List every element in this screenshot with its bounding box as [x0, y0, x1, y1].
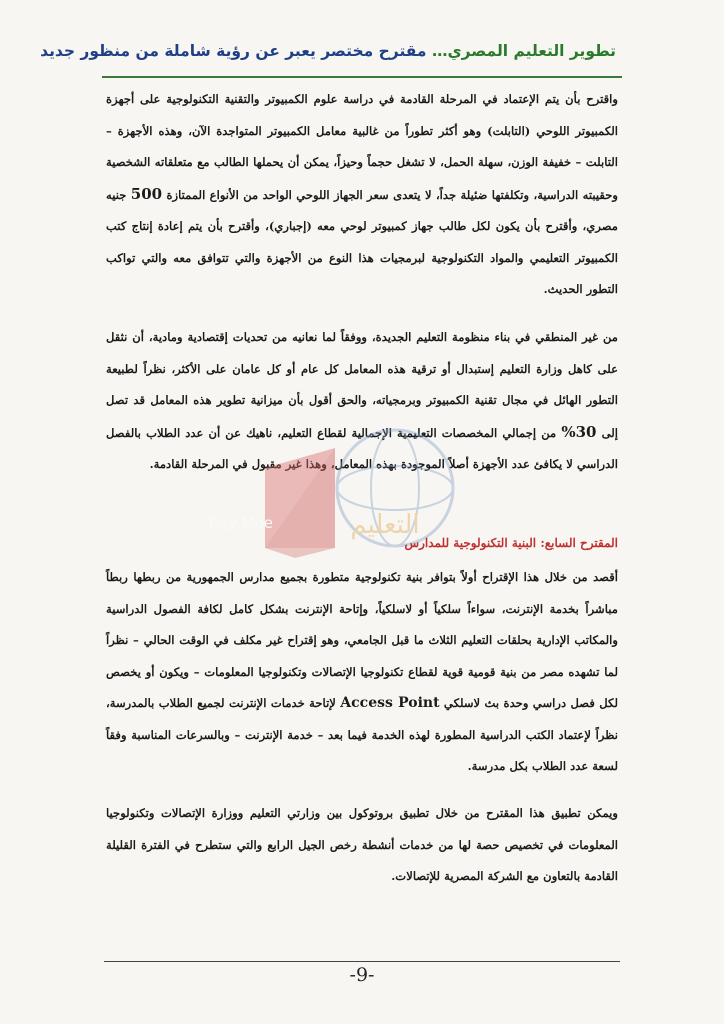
page-number: -9- [349, 964, 375, 986]
header-title-sub: مقترح مختصر يعبر عن رؤية شاملة من منظور جديد [40, 42, 427, 60]
paragraph-2-text-a: من غير المنطقي في بناء منظومة التعليم الجديدة، ووفقاً لما نعانيه من تحديات إقتصادية ومادية، أن نثقل على كاهل وزارة التعليم إستبدال أو ترقية هذه المعامل كل عام أو كل عامان على الأكثر، نظراً لطبيعة التطور الهائل في مجال تقنية الكمبيوتر وبرمجياته، والحق أقول بأن ميزانية تطوير هذه المعامل قد تصل إلى [106, 330, 618, 440]
paragraph-1-price: 500 [130, 184, 163, 203]
paragraph-3-text-a: أقصد من خلال هذا الإقتراح أولاً بتوافر بنية تكنولوجية متطورة بجميع مدارس الجمهورية من ربطها ربطاً مباشراً بخدمة الإنترنت، سواءاً سلكياً أو لاسلكياً، وإتاحة الإنترنت بشكل كامل لكافة الفصول الدراسية والمكاتب الإدارية بحلقات التعليم الثلاث ما قبل الجامعي، وهو إقتراح غير مكلف في الوقت الحالي – نظراً لما تشهده مصر من بنية قومية قوية لقطاع تكنولوجيا الإتصالات وتكنولوجيا المعلومات – ويكون أو يخصص لكل فصل دراسي وحدة بث لاسلكي [106, 570, 618, 710]
paragraph-labs-cost [106, 322, 618, 481]
section-heading: المقترح السابع: البنية التكنولوجية للمدارس [404, 536, 618, 550]
paragraph-3-text-b: لإتاحة خدمات الإنترنت لجميع الطلاب بالمدرسة، نظراً لإعتماد الكتب الدراسية المطورة لهذه الخدمة فيما بعد – خدمة الإنترنت – وبالسرعات المناسبة وفقاً لسعة عدد الطلاب بكل مدرسة. [106, 696, 618, 773]
paragraph-1-text-a: واقترح بأن يتم الإعتماد في المرحلة القادمة في دراسة علوم الكمبيوتر والتقنية التكنولوجية على أجهزة الكمبيوتر اللوحي (التابلت) وهو أكثر تطوراً من غالبية معامل الكمبيوتر المتواجدة الآن، وهذه الأجهزة – التابلت – خفيفة الوزن، سهلة الحمل، لا تشغل حجماً وحيزاً، يمكن أن يحملها الطالب مع متعلقاته الشخصية وحقيبته الدراسية، وتكلفتها ضئيلة جداً، لا يتعدى سعر الجهاز اللوحي الواحد من الأنواع الممتازة [106, 92, 618, 202]
paragraph-tablet-proposal [106, 84, 618, 306]
paragraph-protocol: ويمكن تطبيق هذا المقترح من خلال تطبيق بروتوكول بين وزارتي التعليم ووزارة الإتصالات وتكنولوجيا المعلومات في تخصيص حصة لها من خدمات أنشطة رخص الجيل الرابع والتي ستطرح في الفترة القليلة القادمة بالتعاون مع الشركة المصرية للإتصالات. [106, 806, 618, 883]
paragraph-1-text-b: جنيه مصري، وأقترح بأن يكون لكل طالب جهاز كمبيوتر لوحي معه (إجباري)، وأقترح بأن يتم إعادة إنتاج كتب الكمبيوتر التعليمي والمواد التكنولوجية لبرمجيات هذا النوع من الأجهزة والتي تتوافق معه والتي تواكب التطور الحديث. [106, 187, 618, 296]
paragraph-3-access-point: Access Point [340, 695, 440, 711]
paragraph-2-percent: 30% [561, 422, 597, 441]
header-title-main: تطوير التعليم المصري… [431, 42, 616, 60]
footer-rule [104, 961, 620, 962]
running-header [40, 42, 616, 60]
paragraph-internet-infrastructure [106, 562, 618, 783]
watermark-label-left: Egy Moe [209, 514, 273, 532]
header-rule [102, 76, 622, 78]
watermark-label-right: التعليم [350, 510, 420, 540]
paragraph-2-text-b: من إجمالي المخصصات التعليمية الإجمالية لقطاع التعليم، ناهيك عن أن عدد الطلاب بالفصل الدراسي لا يكافئ عدد الأجهزة أصلاً الموجودة بهذه المعامل، وهذا غير مقبول في المرحلة القادمة. [106, 425, 618, 471]
